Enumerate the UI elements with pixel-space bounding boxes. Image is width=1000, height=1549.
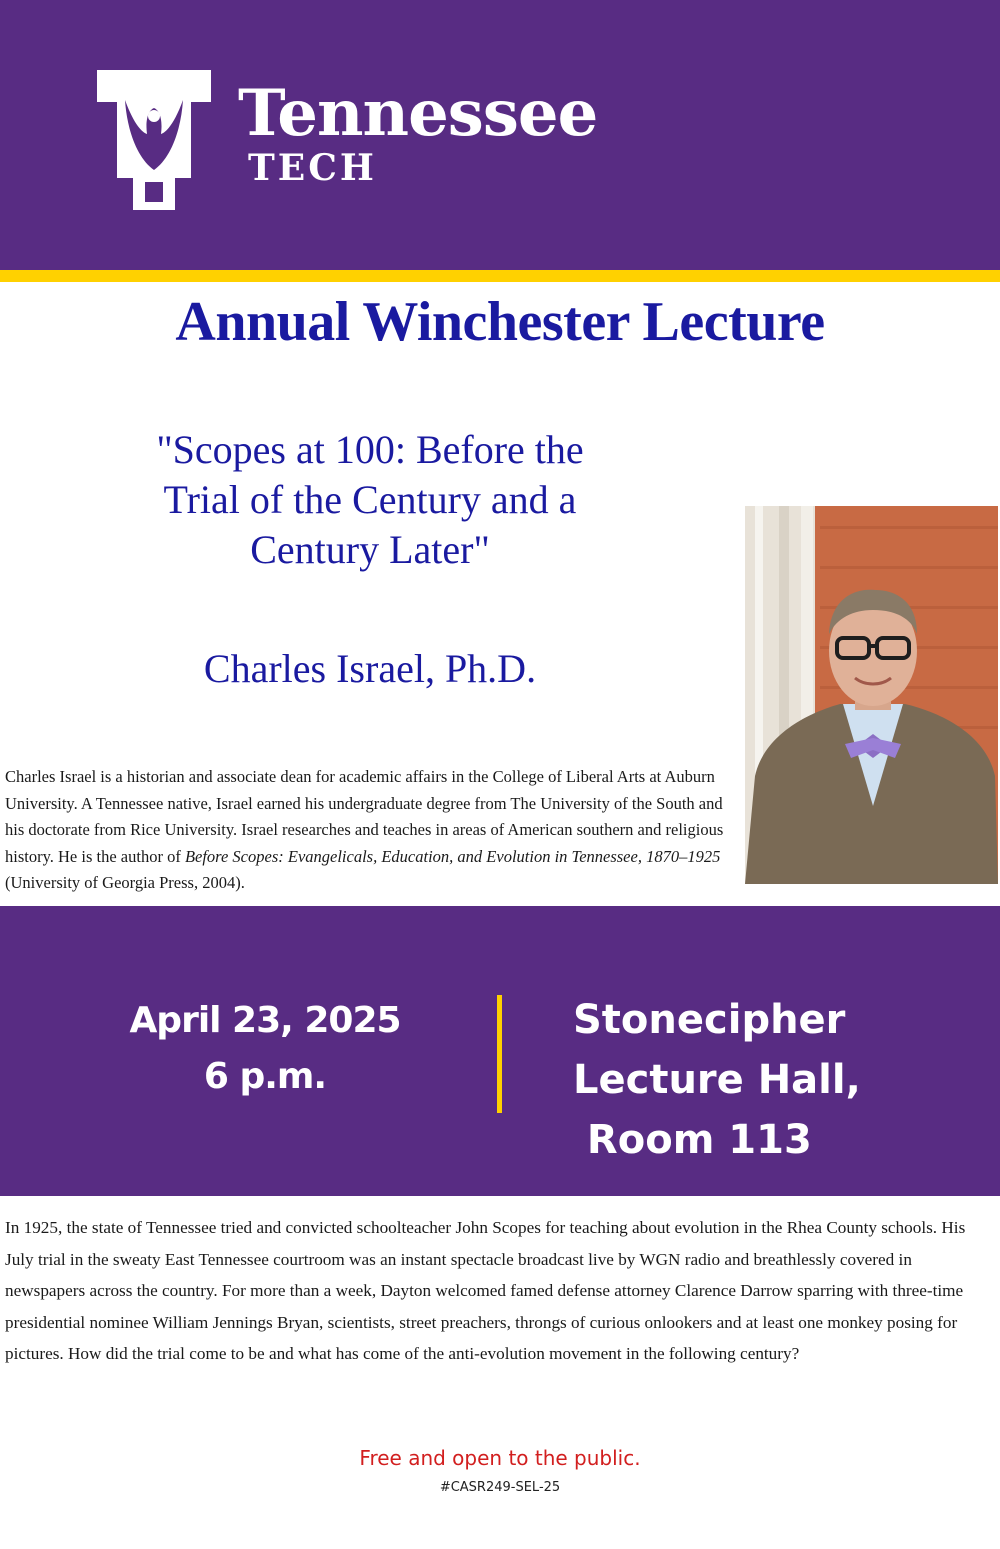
speaker-bio [5, 764, 740, 897]
bio-text: Charles Israel is a historian and associate dean for academic affairs in the College of Liberal Arts at Auburn University. A Tennessee native, Israel earned his undergraduate degree from The University of the South and his doctorate from Rice University. Israel researches and teaches in areas of American southern and religious history. He is the author of [5, 767, 724, 866]
venue-line: Lecture Hall, [573, 1057, 861, 1103]
admission-note: Free and open to the public. [359, 1446, 641, 1470]
series-title: Annual Winchester Lecture [175, 291, 825, 353]
publication-code: #CASR249-SEL-25 [439, 1480, 561, 1495]
gold-vertical-divider [497, 995, 502, 1113]
gold-divider [0, 270, 1000, 282]
date-time-block [110, 993, 420, 1105]
talk-title-line: Century Later" [250, 527, 490, 572]
event-time: 6 p.m. [203, 1056, 327, 1097]
venue-block [573, 990, 861, 1170]
event-description: In 1925, the state of Tennessee tried and convicted schoolteacher John Scopes for teaching about evolution in the Rhea County schools. His July trial in the sweaty East Tennessee courtroom was an instant spectacle broadcast live by WGN radio and breathlessly covered in newspapers across the country. For more than a week, Dayton welcomed famed defense attorney Clarence Darrow sparring with three-time presidential nominee William Jennings Bryan, scientists, street preachers, throngs of curious onlookers and at least one monkey posing for pictures. How did the trial come to be and what has come of the anti-evolution movement in the following century? [5, 1218, 966, 1363]
book-title: Before Scopes: Evangelicals, Education, and Evolution in Tennessee, 1870–1925 [184, 846, 721, 866]
brand-wordmark [238, 76, 598, 190]
event-date: April 23, 2025 [129, 1000, 401, 1041]
header-banner [0, 0, 1000, 270]
speaker-photo [745, 506, 998, 884]
bio-text-end: (University of Georgia Press, 2004). [5, 873, 245, 892]
speaker-name: Charles Israel, Ph.D. [203, 646, 537, 691]
talk-title-line: Trial of the Century and a [163, 477, 577, 522]
brand-subname: TECH [248, 147, 377, 189]
talk-title-line: "Scopes at 100: Before the [156, 427, 584, 472]
venue-line: Room 113 [573, 1117, 812, 1163]
tennessee-tech-logo-icon [97, 70, 211, 210]
venue-line: Stonecipher [573, 997, 846, 1043]
talk-title [120, 425, 620, 575]
brand-name: Tennessee [238, 76, 598, 151]
